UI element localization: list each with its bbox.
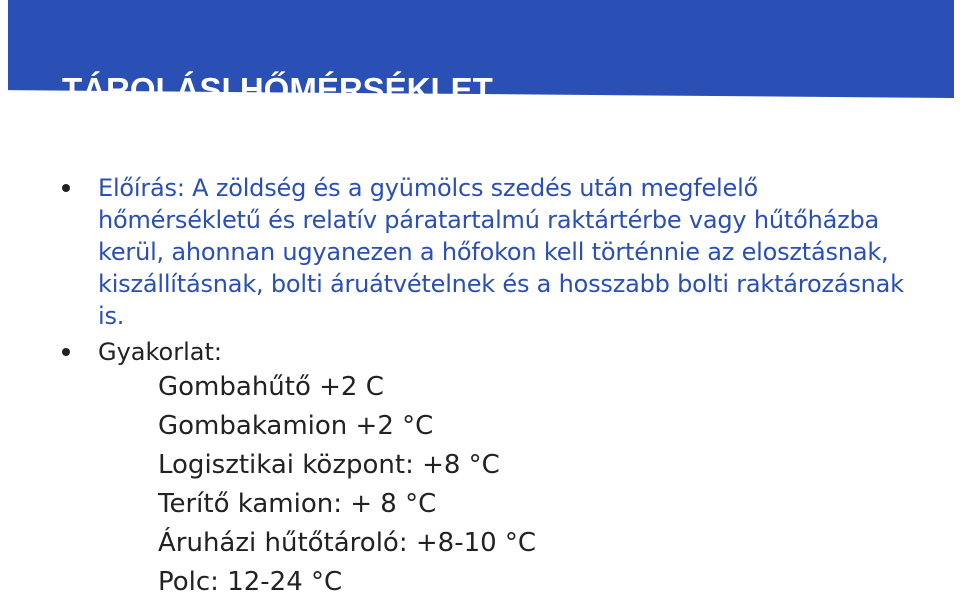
temperature-list	[62, 368, 902, 602]
bullet-dot-icon	[62, 184, 70, 192]
list-item: Terítő kamion: + 8 °C	[158, 489, 437, 519]
list-item: Polc: 12-24 °C	[158, 567, 343, 597]
bullet-eloiras	[62, 172, 918, 332]
bullet-gyakorlat	[62, 336, 902, 368]
list-item: Gombahűtő +2 C	[158, 372, 384, 402]
bullet-text: Gyakorlat:	[98, 338, 222, 366]
bullet-text: Előírás: A zöldség és a gyümölcs szedés után megfelelő hőmérsékletű és relatív páratartalmú raktártérbe vagy hűtőházba kerül, ahonnan ugyanezen a hőfokon kell történnie az elosztásnak, kiszállításnak, bolti áruátvételnek és a hosszabb bolti raktározásnak is.	[98, 174, 904, 330]
list-item: Logisztikai központ: +8 °C	[158, 450, 500, 480]
slide-title: TÁROLÁSI HŐMÉRSÉKLET	[62, 71, 493, 108]
slide-content	[62, 172, 902, 602]
bullet-dot-icon	[62, 348, 70, 356]
list-item: Gombakamion +2 °C	[158, 411, 434, 441]
list-item: Áruházi hűtőtároló: +8-10 °C	[158, 528, 537, 558]
